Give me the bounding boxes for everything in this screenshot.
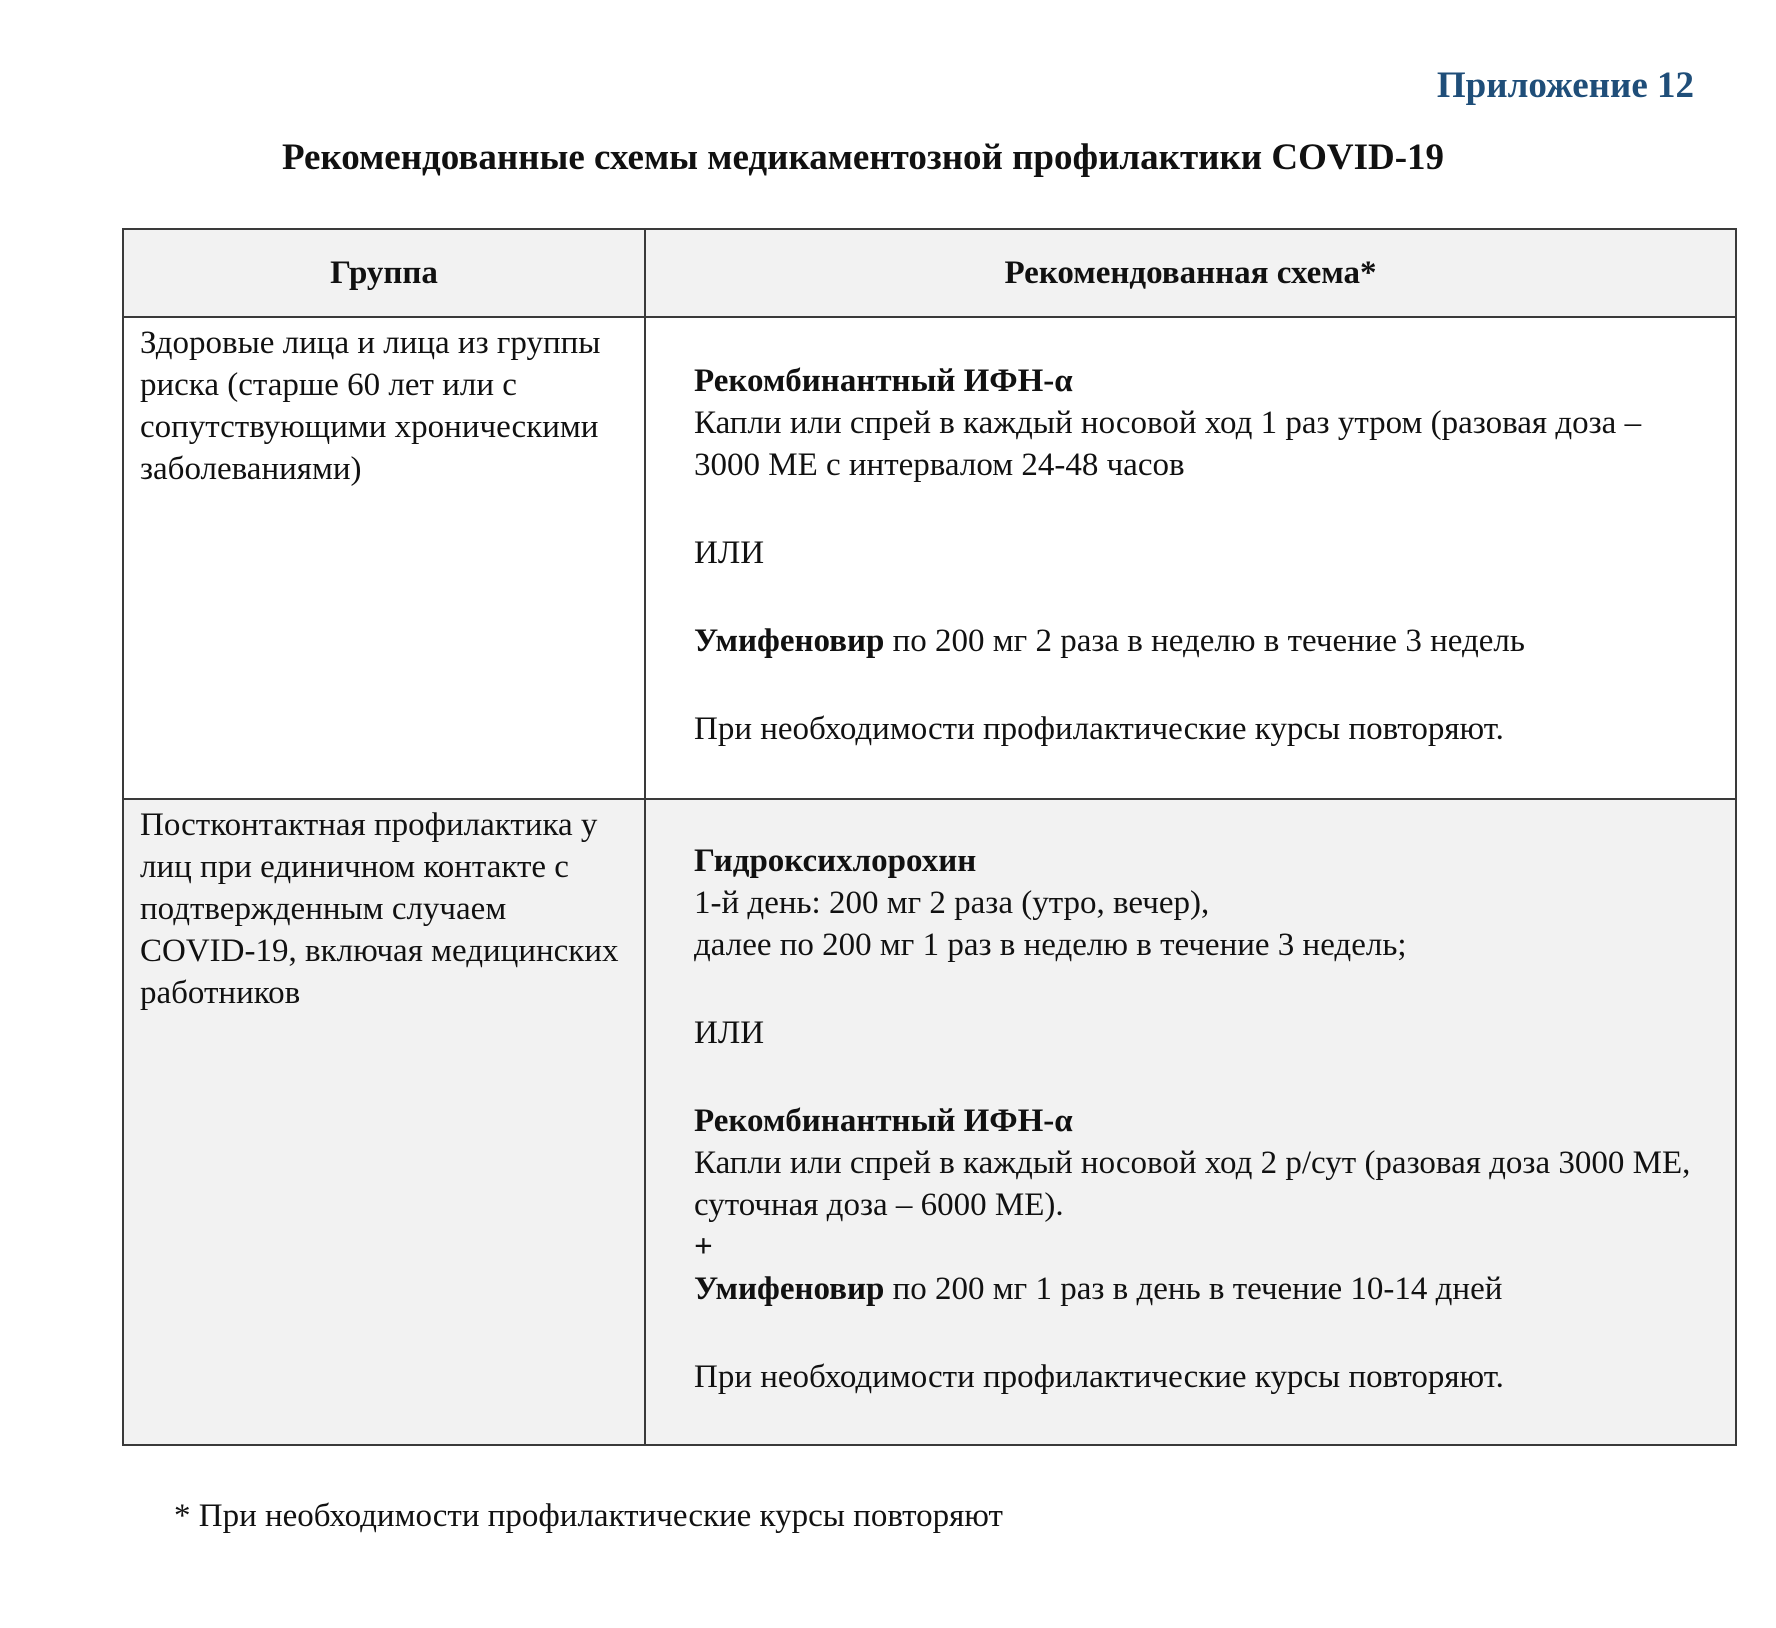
- repeat-note: При необходимости профилактические курсы повторяют.: [694, 1359, 1504, 1395]
- prophylaxis-table: [122, 228, 1737, 1446]
- drug-name: Умифеновир: [694, 1271, 885, 1307]
- document-title: Рекомендованные схемы медикаментозной профилактики COVID-19: [281, 137, 1445, 178]
- dosage-text: 1-й день: 200 мг 2 раза (утро, вечер),: [694, 885, 1210, 921]
- drug-name: Гидроксихлорохин: [694, 843, 977, 879]
- dosage-text: далее по 200 мг 1 раз в неделю в течение 3 недель;: [694, 927, 1407, 963]
- dosage-line: [694, 1268, 1715, 1310]
- scheme-cell: [645, 799, 1736, 1445]
- dosage-line: [694, 620, 1715, 662]
- or-separator: ИЛИ: [694, 1015, 765, 1051]
- dosage-text: Капли или спрей в каждый носовой ход 2 р/сут (разовая доза 3000 МЕ, суточная доза – 6000 МЕ).: [694, 1145, 1691, 1223]
- scheme-cell: [645, 317, 1736, 799]
- column-header-scheme: Рекомендованная схема*: [645, 229, 1736, 317]
- column-header-group: Группа: [123, 229, 645, 317]
- or-separator: ИЛИ: [694, 535, 765, 571]
- repeat-note: При необходимости профилактические курсы повторяют.: [694, 711, 1504, 747]
- group-cell: Здоровые лица и лица из группы риска (старше 60 лет или с сопутствующими хроническими заболеваниями): [123, 317, 645, 799]
- dosage-text: по 200 мг 1 раз в день в течение 10-14 дней: [884, 1271, 1503, 1307]
- group-cell: Постконтактная профилактика у лиц при единичном контакте с подтвержденным случаем COVID-19, включая медицинских работников: [123, 799, 645, 1445]
- table-row: [123, 799, 1736, 1445]
- drug-name: Умифеновир: [694, 623, 885, 659]
- drug-name: Рекомбинантный ИФН-α: [694, 363, 1073, 399]
- dosage-text: по 200 мг 2 раза в неделю в течение 3 недель: [884, 623, 1525, 659]
- footnote: * При необходимости профилактические курсы повторяют: [174, 1498, 1003, 1534]
- dosage-text: Капли или спрей в каждый носовой ход 1 раз утром (разовая доза – 3000 МЕ с интервалом 24-48 часов: [694, 405, 1642, 483]
- table-header-row: [123, 229, 1736, 317]
- drug-name: Рекомбинантный ИФН-α: [694, 1103, 1073, 1139]
- appendix-label: Приложение 12: [1436, 65, 1694, 106]
- plus-sign: +: [694, 1229, 713, 1265]
- table-row: [123, 317, 1736, 799]
